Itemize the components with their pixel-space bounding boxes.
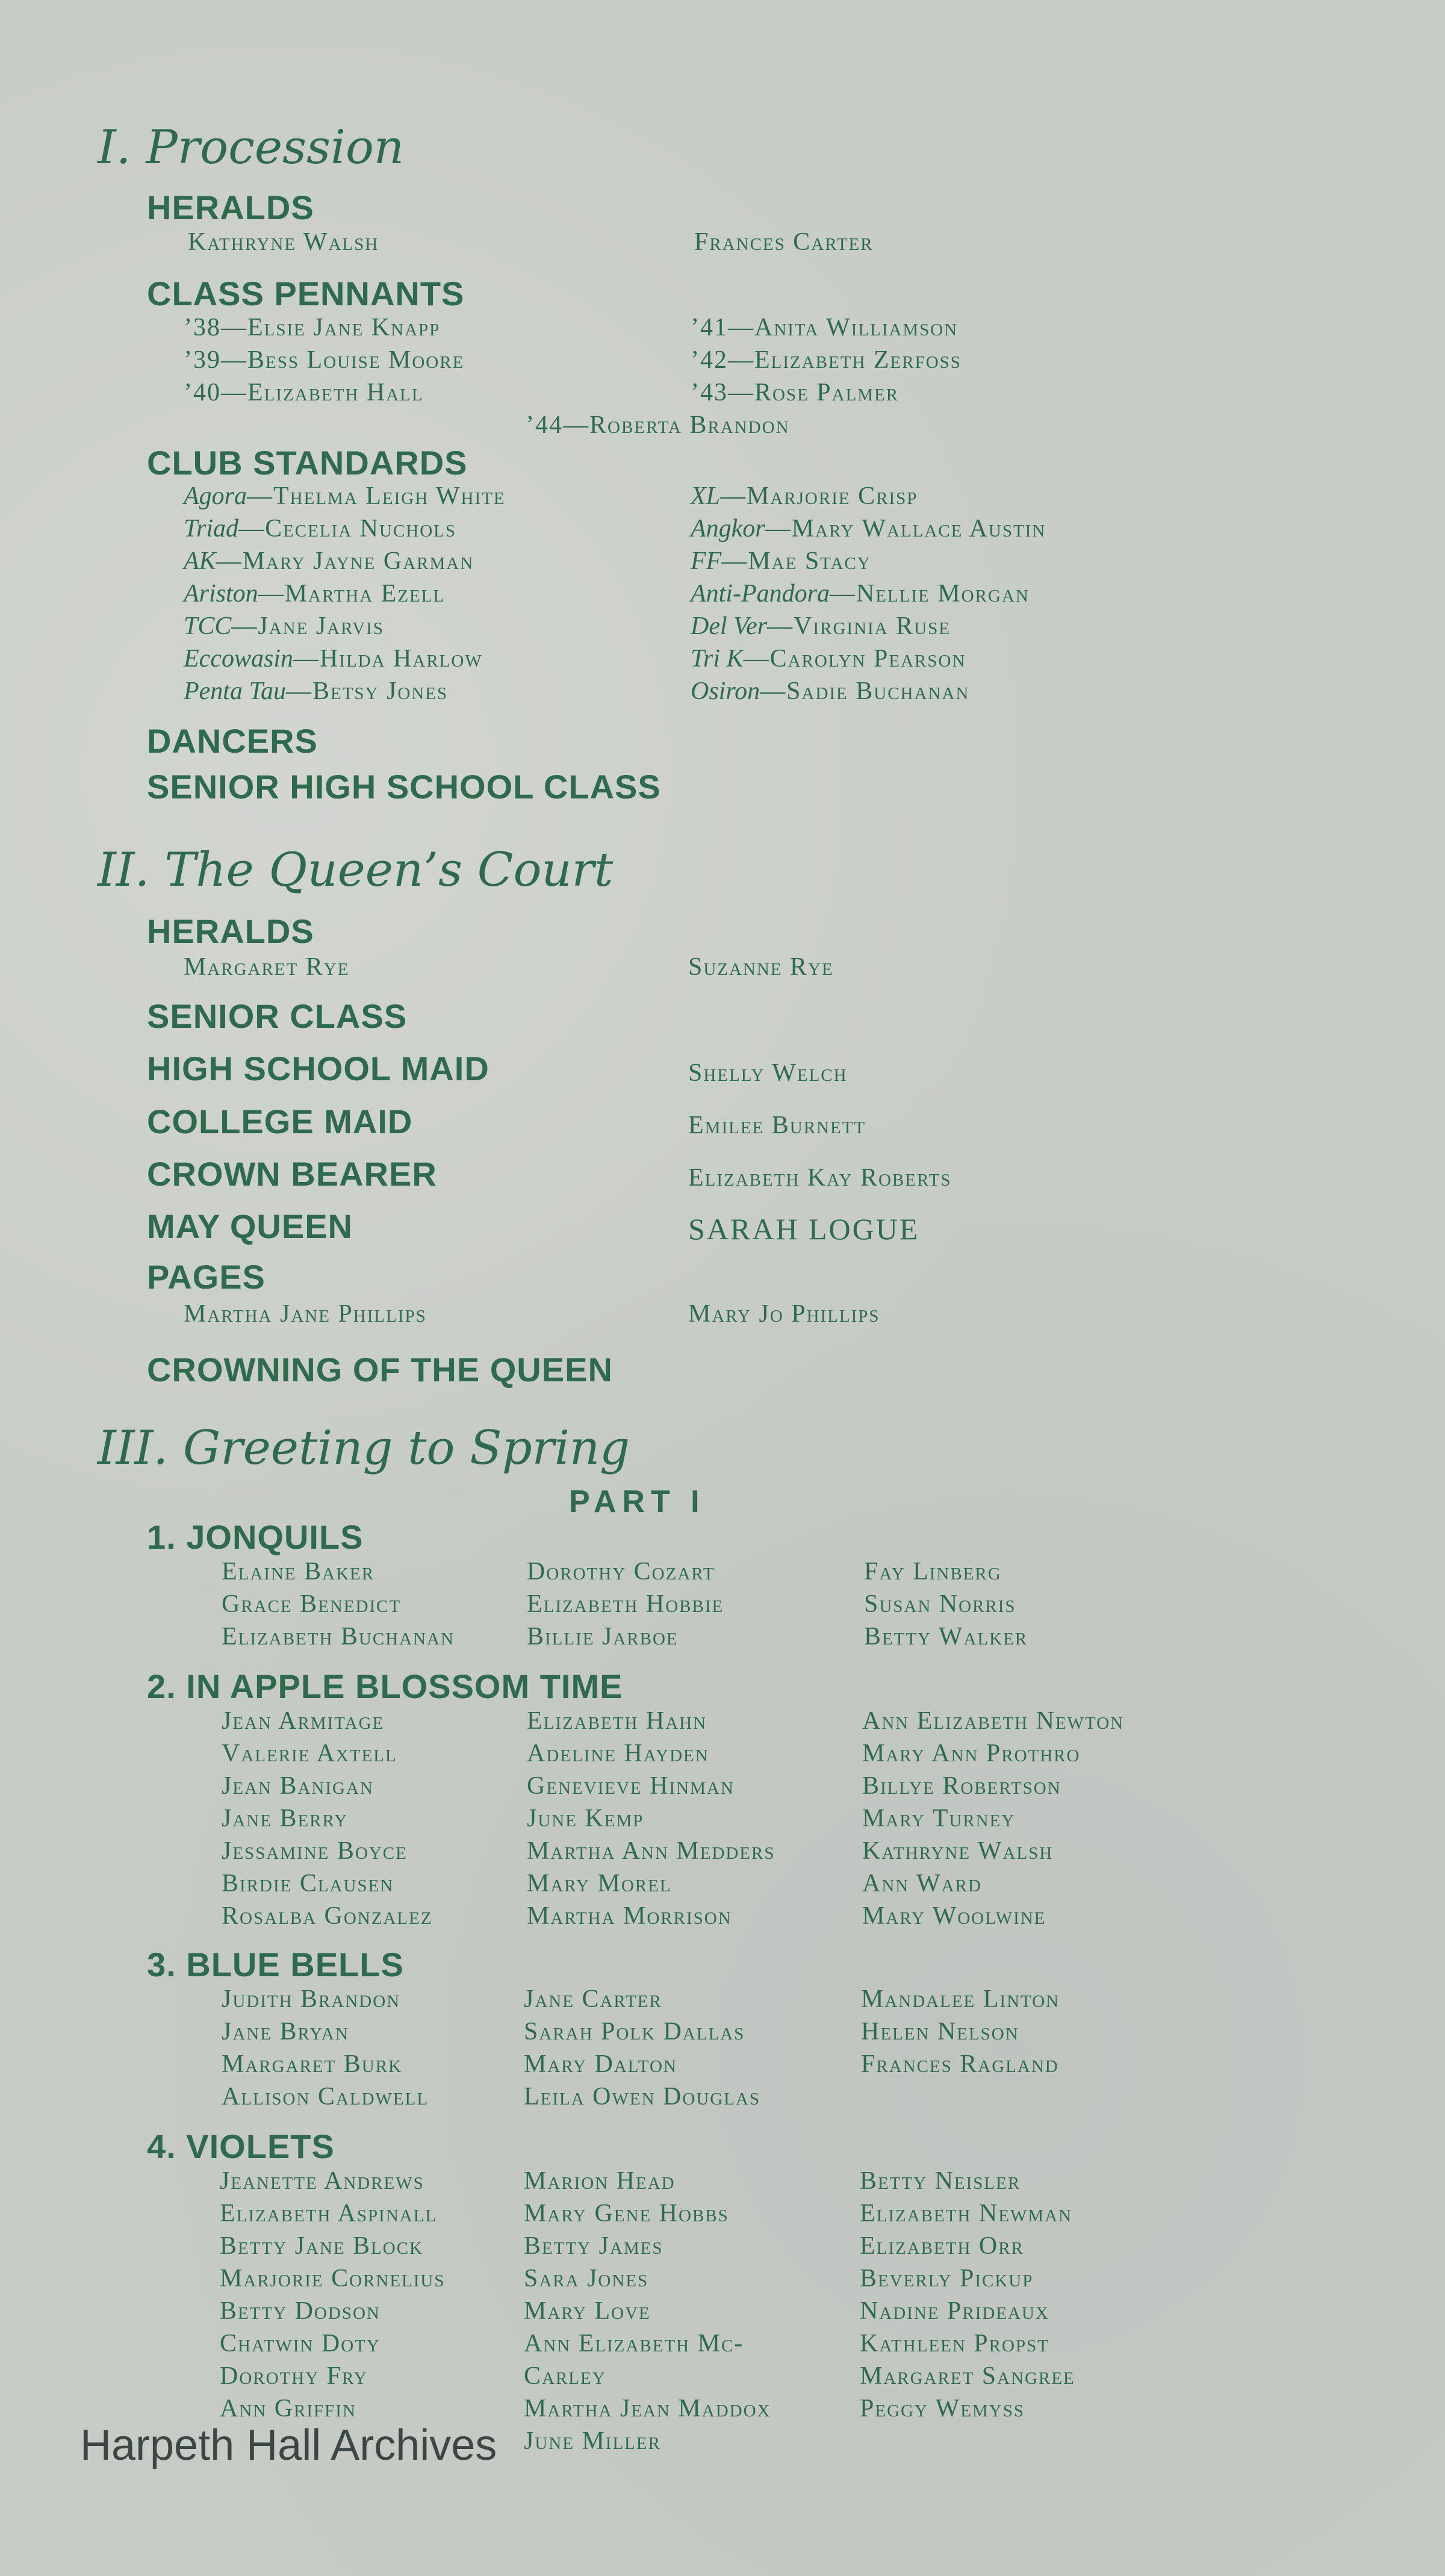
pennant-entry: ’39—Bess Louise Moore xyxy=(184,346,465,374)
dancer-name: Martha Ann Medders xyxy=(527,1837,775,1865)
pennant-entry: ’43—Rose Palmer xyxy=(691,379,900,406)
dancer-name: Betty Dodson xyxy=(220,2297,381,2325)
dancer-name: Elizabeth Buchanan xyxy=(222,1623,455,1650)
dancer-name: Mary Love xyxy=(524,2297,651,2325)
jonquils-heading: 1. JONQUILS xyxy=(147,1518,364,1556)
dancer-name: Kathryne Walsh xyxy=(862,1837,1054,1865)
dancer-name: Jessamine Boyce xyxy=(222,1837,408,1865)
college-maid-name: Emilee Burnett xyxy=(688,1112,866,1139)
dancer-name: Leila Owen Douglas xyxy=(524,2083,760,2111)
college-maid-heading: COLLEGE MAID xyxy=(147,1103,413,1140)
dancer-name: Helen Nelson xyxy=(861,2018,1019,2046)
club-standard-entry: Penta Tau—Betsy Jones xyxy=(184,677,449,705)
pennant-entry: ’38—Elsie Jane Knapp xyxy=(184,314,441,341)
archive-watermark: Harpeth Hall Archives xyxy=(80,2421,497,2469)
dancer-name: Peggy Wemyss xyxy=(860,2395,1025,2422)
dancer-name: Mary Woolwine xyxy=(862,1902,1046,1930)
dancer-name: Betty James xyxy=(524,2232,663,2260)
high-school-maid-heading: HIGH SCHOOL MAID xyxy=(147,1050,489,1087)
dancer-name: Betty Jane Block xyxy=(220,2232,424,2260)
club-standard-entry: Agora—Thelma Leigh White xyxy=(184,482,506,510)
club-standard-entry: Anti-Pandora—Nellie Morgan xyxy=(691,580,1030,608)
club-standard-entry: Del Ver—Virginia Ruse xyxy=(691,612,951,640)
may-queen-name: SARAH LOGUE xyxy=(688,1212,920,1246)
dancer-name: Betty Walker xyxy=(864,1623,1028,1650)
dancer-name: Elizabeth Aspinall xyxy=(220,2200,438,2227)
senior-class-heading: SENIOR CLASS xyxy=(147,997,408,1035)
club-standard-entry: Eccowasin—Hilda Harlow xyxy=(184,645,483,673)
dancer-name: Kathleen Propst xyxy=(860,2330,1049,2357)
section-title-greeting-to-spring: III. Greeting to Spring xyxy=(98,1421,630,1475)
dancer-name: Elizabeth Hahn xyxy=(527,1707,707,1735)
dancer-name: Allison Caldwell xyxy=(222,2083,429,2111)
club-standard-entry: Triad—Cecelia Nuchols xyxy=(184,515,457,543)
club-standard-entry: XL—Marjorie Crisp xyxy=(691,482,918,510)
dancer-name: Nadine Prideaux xyxy=(860,2297,1049,2325)
club-standard-entry: Osiron—Sadie Buchanan xyxy=(691,677,970,705)
pennant-entry: ’41—Anita Williamson xyxy=(691,314,959,341)
dancer-name: Susan Norris xyxy=(864,1590,1016,1618)
pennant-entry: ’40—Elizabeth Hall xyxy=(184,379,424,406)
dancer-name: Elaine Baker xyxy=(222,1558,375,1585)
dancer-name: Mary Turney xyxy=(862,1805,1016,1832)
dancer-name: Judith Brandon xyxy=(222,1985,401,2013)
dancer-name: Carley xyxy=(524,2362,606,2390)
dancer-name: Valerie Axtell xyxy=(222,1740,397,1767)
dancer-name: Birdie Clausen xyxy=(222,1870,394,1897)
dancer-name: Chatwin Doty xyxy=(220,2330,381,2357)
club-standard-entry: Tri K—Carolyn Pearson xyxy=(691,645,966,673)
dancer-name: June Miller xyxy=(524,2427,661,2455)
dancer-name: Dorothy Fry xyxy=(220,2362,368,2390)
club-standard-entry: AK—Mary Jayne Garman xyxy=(184,547,474,575)
class-pennants-heading: CLASS PENNANTS xyxy=(147,275,465,313)
dancer-name: Rosalba Gonzalez xyxy=(222,1902,433,1930)
dancer-name: Mary Ann Prothro xyxy=(862,1740,1081,1767)
page-name: Mary Jo Phillips xyxy=(688,1300,880,1328)
dancer-name: Elizabeth Newman xyxy=(860,2200,1072,2227)
violets-heading: 4. VIOLETS xyxy=(147,2127,335,2165)
herald-name: Kathryne Walsh xyxy=(188,228,379,256)
dancer-name: Ann Griffin xyxy=(220,2395,356,2422)
court-herald-name: Suzanne Rye xyxy=(688,953,834,981)
dancer-name: Beverly Pickup xyxy=(860,2265,1034,2292)
dancer-name: Genevieve Hinman xyxy=(527,1772,735,1800)
dancer-name: Margaret Burk xyxy=(222,2050,403,2078)
club-standard-entry: TCC—Jane Jarvis xyxy=(184,612,384,640)
pennant-entry: ’44—Roberta Brandon xyxy=(526,411,790,439)
dancer-name: Jane Bryan xyxy=(222,2018,349,2046)
dancer-name: Martha Jean Maddox xyxy=(524,2395,771,2422)
dancer-name: Frances Ragland xyxy=(861,2050,1059,2078)
dancer-name: Grace Benedict xyxy=(222,1590,402,1618)
dancer-name: Mary Gene Hobbs xyxy=(524,2200,729,2227)
dancer-name: Mary Dalton xyxy=(524,2050,677,2078)
dancer-name: Dorothy Cozart xyxy=(527,1558,715,1585)
dancer-name: Ann Elizabeth Newton xyxy=(862,1707,1125,1735)
dancer-name: Mary Morel xyxy=(527,1870,672,1897)
dancer-name: Mandalee Linton xyxy=(861,1985,1060,2013)
dancer-name: Jean Armitage xyxy=(222,1707,385,1735)
section-title-queens-court: II. The Queen’s Court xyxy=(98,843,614,897)
court-herald-name: Margaret Rye xyxy=(184,953,350,981)
club-standard-entry: Ariston—Martha Ezell xyxy=(184,580,446,608)
dancer-name: Fay Linberg xyxy=(864,1558,1002,1585)
pennant-entry: ’42—Elizabeth Zerfoss xyxy=(691,346,962,374)
dancer-name: Marion Head xyxy=(524,2167,676,2195)
dancer-name: Jean Banigan xyxy=(222,1772,374,1800)
apple-blossom-heading: 2. IN APPLE BLOSSOM TIME xyxy=(147,1667,623,1705)
herald-name: Frances Carter xyxy=(694,228,874,256)
dancer-name: Adeline Hayden xyxy=(527,1740,709,1767)
high-school-maid-name: Shelly Welch xyxy=(688,1059,848,1087)
dancer-name: Elizabeth Orr xyxy=(860,2232,1024,2260)
dancer-name: Billye Robertson xyxy=(862,1772,1061,1800)
dancer-name: Billie Jarboe xyxy=(527,1623,679,1650)
may-queen-heading: MAY QUEEN xyxy=(147,1207,353,1245)
heralds-heading: HERALDS xyxy=(147,188,314,226)
dancer-name: Martha Morrison xyxy=(527,1902,732,1930)
section-title-procession: I. Procession xyxy=(98,120,405,175)
dancer-name: Jane Berry xyxy=(222,1805,349,1832)
club-standard-entry: Angkor—Mary Wallace Austin xyxy=(691,515,1046,543)
blue-bells-heading: 3. BLUE BELLS xyxy=(147,1946,404,1983)
dancer-name: Sara Jones xyxy=(524,2265,649,2292)
part-heading: PART I xyxy=(569,1484,706,1519)
dancer-name: Ann Ward xyxy=(862,1870,982,1897)
dancer-name: Ann Elizabeth Mc- xyxy=(524,2330,744,2357)
dancer-name: Jane Carter xyxy=(524,1985,662,2013)
club-standards-heading: CLUB STANDARDS xyxy=(147,444,468,482)
dancer-name: Betty Neisler xyxy=(860,2167,1021,2195)
crowning-heading: CROWNING OF THE QUEEN xyxy=(147,1351,613,1389)
dancer-name: Marjorie Cornelius xyxy=(220,2265,446,2292)
dancer-name: Jeanette Andrews xyxy=(220,2167,424,2195)
crown-bearer-name: Elizabeth Kay Roberts xyxy=(688,1164,952,1192)
senior-high-school-class-heading: SENIOR HIGH SCHOOL CLASS xyxy=(147,768,661,806)
dancer-name: Elizabeth Hobbie xyxy=(527,1590,724,1618)
club-standard-entry: FF—Mae Stacy xyxy=(691,547,871,575)
page-name: Martha Jane Phillips xyxy=(184,1300,427,1328)
dancers-heading: DANCERS xyxy=(147,722,318,760)
crown-bearer-heading: CROWN BEARER xyxy=(147,1155,437,1193)
dancer-name: Margaret Sangree xyxy=(860,2362,1075,2390)
dancer-name: June Kemp xyxy=(527,1805,644,1832)
pages-heading: PAGES xyxy=(147,1258,266,1296)
court-heralds-heading: HERALDS xyxy=(147,912,314,950)
dancer-name: Sarah Polk Dallas xyxy=(524,2018,745,2046)
